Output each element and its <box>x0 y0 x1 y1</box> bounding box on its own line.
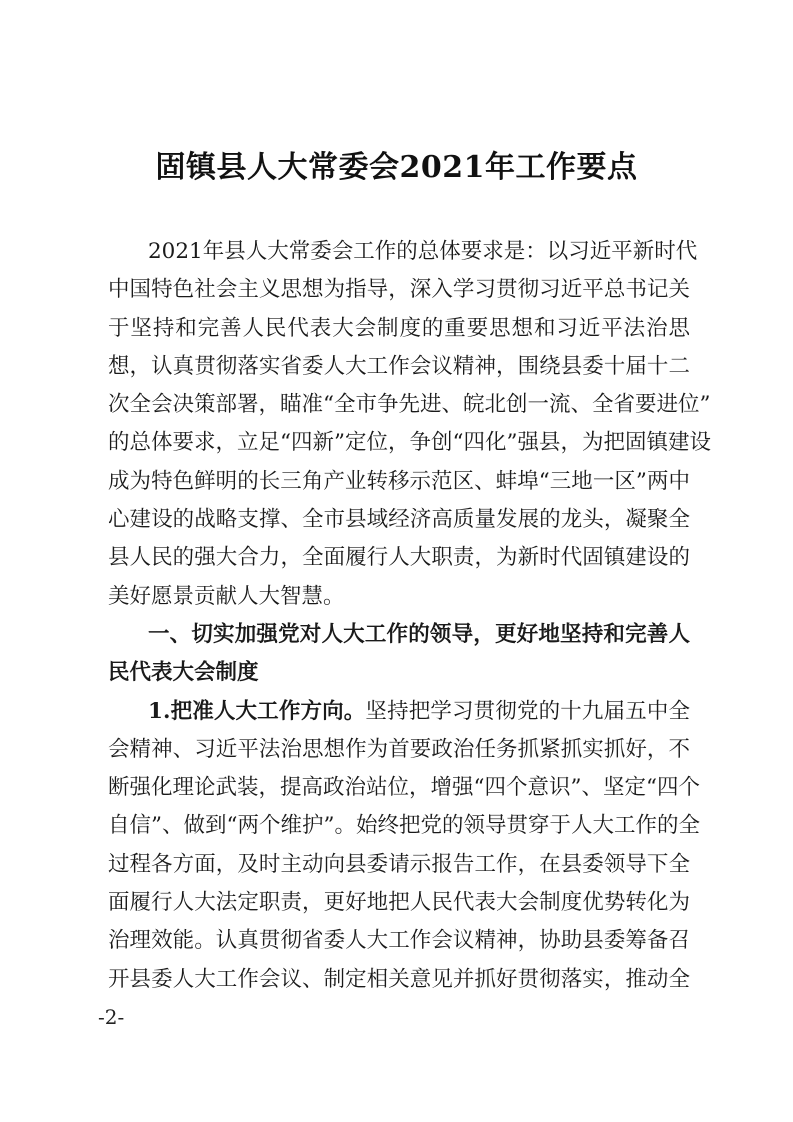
section-heading-line: 民代表大会制度 <box>108 660 259 686</box>
intro-line: 的总体要求，立足“四新”定位，争创“四化”强县，为把固镇建设 <box>108 430 711 456</box>
item1-line: 面履行人大法定职责，更好地把人民代表大会制度优势转化为 <box>108 890 690 916</box>
item1-line: 治理效能。认真贯彻省委人大工作会议精神，协助县委筹备召 <box>108 928 690 954</box>
item1-line: 自信”、做到“两个维护”。始终把党的领导贯穿于人大工作的全 <box>108 813 700 839</box>
item1-line: 断强化理论武装，提高政治站位，增强“四个意识”、坚定“四个 <box>108 775 700 801</box>
item1-line: 会精神、习近平法治思想作为首要政治任务抓紧抓实抓好，不 <box>108 736 690 762</box>
intro-line: 成为特色鲜明的长三角产业转移示范区、蚌埠“三地一区”两中 <box>108 468 690 494</box>
intro-line: 想，认真贯彻落实省委人大工作会议精神，围绕县委十届十二 <box>108 353 690 379</box>
intro-line: 于坚持和完善人民代表大会制度的重要思想和习近平法治思 <box>108 315 690 341</box>
section-heading-line: 一、切实加强党对人大工作的领导，更好地坚持和完善人 <box>148 621 690 647</box>
item1-line: 开县委人大工作会议、制定相关意见并抓好贯彻落实，推动全 <box>108 966 690 992</box>
intro-line: 2021年县人大常委会工作的总体要求是：以习近平新时代 <box>148 239 698 264</box>
item1-first-line-text: 坚持把学习贯彻党的十九届五中全 <box>365 698 690 724</box>
page-number: -2- <box>98 1005 125 1029</box>
item1-line: 过程各方面，及时主动向县委请示报告工作，在县委领导下全 <box>108 851 690 877</box>
document-body <box>108 233 711 999</box>
item1-title: 1.把准人大工作方向。 <box>148 698 366 724</box>
document-title: 固镇县人大常委会2021年工作要点 <box>155 150 638 185</box>
intro-line: 中国特色社会主义思想为指导，深入学习贯彻习近平总书记关 <box>108 277 690 303</box>
intro-line: 心建设的战略支撑、全市县域经济高质量发展的龙头，凝聚全 <box>108 507 690 533</box>
intro-line: 次全会决策部署，瞄准“全市争先进、皖北创一流、全省要进位” <box>108 392 711 418</box>
item1-first-line <box>108 693 690 731</box>
intro-line: 县人民的强大合力，全面履行人大职责，为新时代固镇建设的 <box>108 545 690 571</box>
intro-line: 美好愿景贡献人大智慧。 <box>108 583 345 609</box>
